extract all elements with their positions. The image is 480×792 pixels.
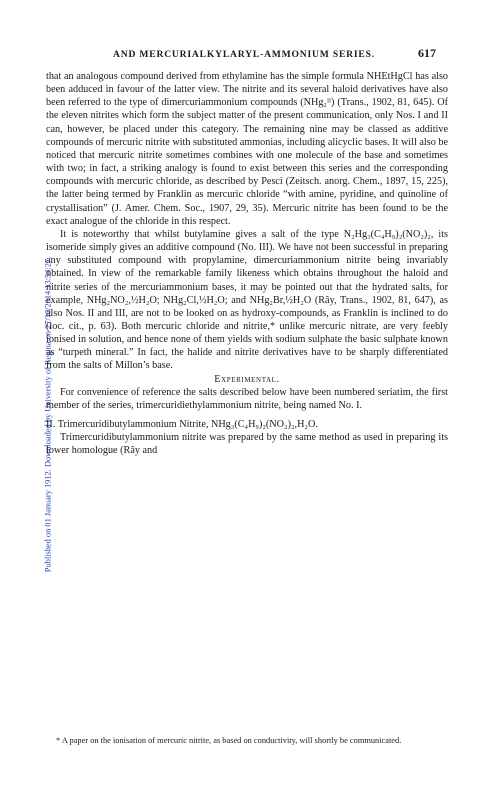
running-title: AND MERCURIALKYLARYL-AMMONIUM SERIES. [113,49,375,60]
footnote [46,735,448,746]
paragraph: that an analogous compound derived from ethylamine has the simple formula NHEtHgCl has also been adduced in favour of the latter view. The nitrite and its several haloid derivatives have also been referred to the type of dimercuriammonium compounds (NHg₂ᴵᴵ) (Trans., 1902, 81, 645). Of the eleven nitrites which form the subject matter of the present communication, only Nos. I and II can, however, be placed under this category. The remaining nine may be classed as additive compounds of mercuric nitrite with substituted ammonias, including alicyclic bases. It will also be noticed that mercuric nitrite sometimes combines with one molecule of the base and sometimes with two; in fact, a striking analogy is found to exist between this series and the corresponding compounds with mercuric chloride, as described by Pesci (Zeitsch. anorg. Chem., 1897, 15, 225), the latter being termed by Franklin as mercuric chloride “with amine, pyridine, and quinoline of crystallisation” (J. Amer. Chem. Soc., 1907, 29, 35). Mercuric nitrite has been found to be the exact analogue of the chloride in this respect. [46,71,448,227]
paragraph: Trimercuridibutylammonium nitrite was prepared by the same method as used in preparing its lower homologue (Rây and [46,432,448,457]
article-body [46,70,448,458]
paragraph: For convenience of reference the salts described below have been numbered seriatim, the first member of the series, trimercuridiethylammonium nitrite, being named No. I. [46,386,448,411]
page-number: 617 [418,46,436,60]
subsection-title: II. Trimercuridibutylammonium Nitrite, NHg₃(C₄H₉)₂(NO₂)₂,H₂O. [46,419,318,431]
footnote-text: * A paper on the ionisation of mercuric nitrite, as based on conductivity, will shortly be communicated. [56,736,402,745]
download-stamp: Published on 01 January 1912. Downloaded by University of Regina on 27/10/2014 13:54:27. [43,256,53,573]
section-heading: Experimental. [214,373,280,385]
paragraph: It is noteworthy that whilst butylamine gives a salt of the type N₂Hg₃(C₄H₉)₂(NO₂)₂, its isomeride simply gives an additive compound (No. III). We have not been successful in preparing any substituted compound with propylamine, dimercuriammonium nitrite being invariably obtained. In view of the remarkable family likeness which obtains throughout the haloid and nitrite series of the mercuriammonium bases, it may be pointed out that the hydrated salts, for example, NHg₂NO₂,½H₂O; NHg₂Cl,½H₂O; and NHg₂Br,½H₂O (Rây, Trans., 1902, 81, 647), as also Nos. II and III, are not to be looked on as hydroxy-compounds, as Franklin is inclined to do (loc. cit., p. 63). Both mercuric chloride and nitrite,* unlike mercuric nitrate, are very feebly ionised in solution, and hence none of them yields with sodium sulphate the basic sulphate known as “turpeth mineral.” In fact, the halide and nitrite derivatives have to be sharply differentiated from the salts of Millon’s base. [46,228,448,372]
